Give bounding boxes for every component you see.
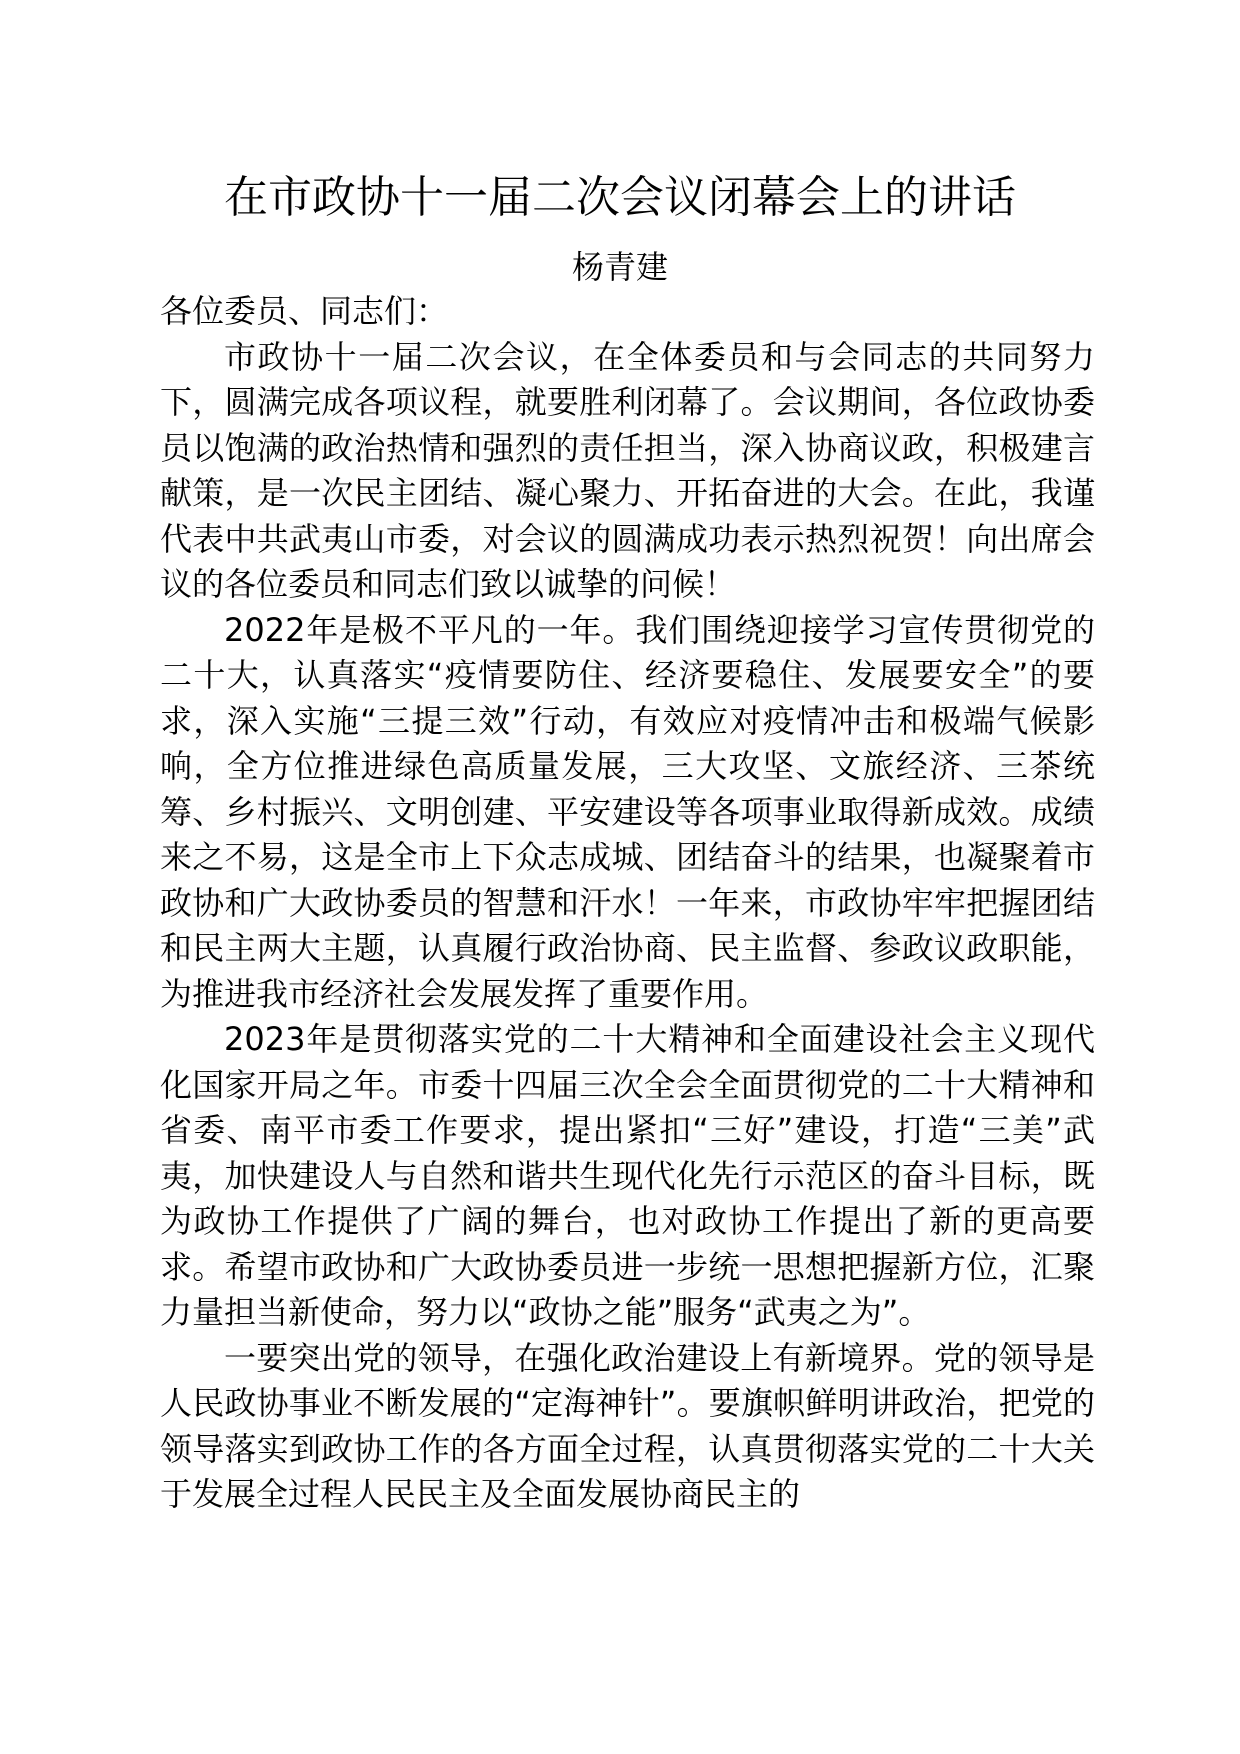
paragraph-2: 2022年是极不平凡的一年。我们围绕迎接学习宣传贯彻党的二十大，认真落实“疫情要防住、经济要稳住、发展要安全”的要求，深入实施“三提三效”行动，有效应对疫情冲击和极端气候影响，全方位推进绿色高质量发展，三大攻坚、文旅经济、三茶统筹、乡村振兴、文明创建、平安建设等各项事业取得新成效。成绩来之不易，这是全市上下众志成城、团结奋斗的结果，也凝聚着市政协和广大政协委员的智慧和汗水！一年来，市政协牢牢把握团结和民主两大主题，认真履行政治协商、民主监督、参政议政职能，为推进我市经济社会发展发挥了重要作用。 — [160, 610, 1095, 1013]
document-body — [160, 289, 1095, 1518]
paragraph-3: 2023年是贯彻落实党的二十大精神和全面建设社会主义现代化国家开局之年。市委十四届三次全会全面贯彻党的二十大精神和省委、南平市委工作要求，提出紧扣“三好”建设，打造“三美”武夷，加快建设人与自然和谐共生现代化先行示范区的奋斗目标，既为政协工作提供了广阔的舞台，也对政协工作提出了新的更高要求。希望市政协和广大政协委员进一步统一思想把握新方位，汇聚力量担当新使命，努力以“政协之能”服务“武夷之为”。 — [160, 1020, 1095, 1331]
paragraph-1: 市政协十一届二次会议，在全体委员和与会同志的共同努力下，圆满完成各项议程，就要胜利闭幕了。会议期间，各位政协委员以饱满的政治热情和强烈的责任担当，深入协商议政，积极建言献策，是一次民主团结、凝心聚力、开拓奋进的大会。在此，我谨代表中共武夷山市委，对会议的圆满成功表示热烈祝贺！向出席会议的各位委员和同志们致以诚挚的问候！ — [160, 337, 1095, 603]
salutation: 各位委员、同志们： — [160, 292, 449, 330]
paragraph-4: 一要突出党的领导，在强化政治建设上有新境界。党的领导是人民政协事业不断发展的“定海神针”。要旗帜鲜明讲政治，把党的领导落实到政协工作的各方面全过程，认真贯彻落实党的二十大关于发展全过程人民民主及全面发展协商民主的 — [160, 1338, 1095, 1513]
document-author: 杨青建 — [571, 248, 668, 286]
document-title: 在市政协十一届二次会议闭幕会上的讲话 — [224, 172, 1016, 223]
